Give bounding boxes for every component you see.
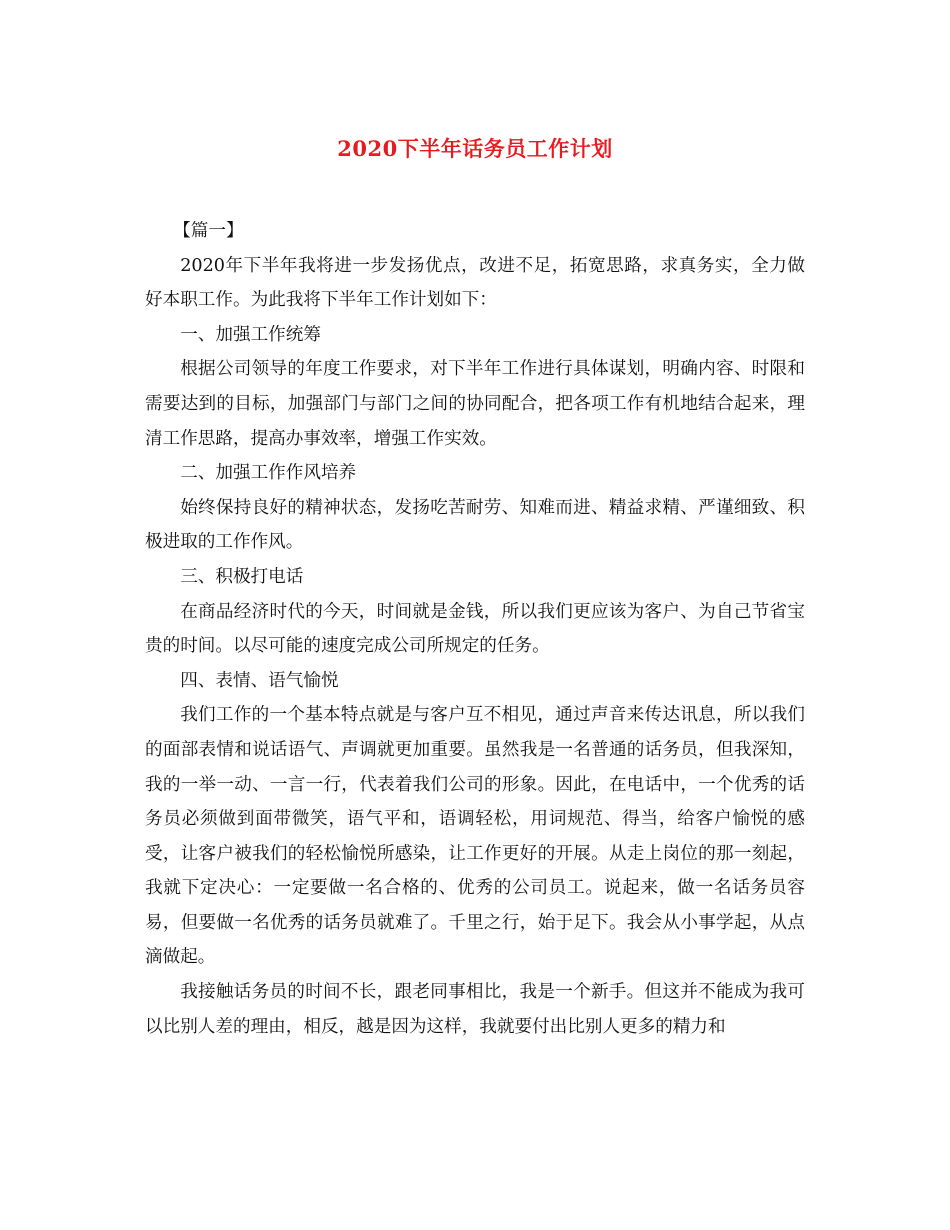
section-paragraph-1: 根据公司领导的年度工作要求，对下半年工作进行具体谋划，明确内容、时限和需要达到的目标，加强部门与部门之间的协同配合，把各项工作有机地结合起来，理清工作思路，提高办事效率，增强工作实效。 xyxy=(145,359,805,449)
section-paragraph-4: 我们工作的一个基本特点就是与客户互不相见，通过声音来传达讯息，所以我们的面部表情和说话语气、声调就更加重要。虽然我是一名普通的话务员，但我深知，我的一举一动、一言一行，代表着我们公司的形象。因此，在电话中，一个优秀的话务员必须做到面带微笑，语气平和，语调轻松，用词规范、得当，给客户愉悦的感受，让客户被我们的轻松愉悦所感染，让工作更好的开展。从走上岗位的那一刻起，我就下定决心：一定要做一名合格的、优秀的公司员工。说起来，做一名话务员容易，但要做一名优秀的话务员就难了。千里之行，始于足下。我会从小事学起，从点滴做起。 xyxy=(145,705,805,968)
document-body xyxy=(145,214,805,1044)
section-heading-1: 一、加强工作统筹 xyxy=(180,324,321,345)
section-heading-4: 四、表情、语气愉悦 xyxy=(180,670,339,691)
part-label: 【篇一】 xyxy=(173,221,244,241)
section-heading-2: 二、加强工作作风培养 xyxy=(180,463,357,484)
section-heading-3: 三、积极打电话 xyxy=(180,566,304,587)
section-paragraph-2: 始终保持良好的精神状态，发扬吃苦耐劳、知难而进、精益求精、严谨细致、积极进取的工作作风。 xyxy=(145,497,805,553)
intro-paragraph: 2020年下半年我将进一步发扬优点，改进不足，拓宽思路，求真务实，全力做好本职工作。为此我将下半年工作计划如下： xyxy=(145,255,805,311)
section-paragraph-3: 在商品经济时代的今天，时间就是金钱，所以我们更应该为客户、为自己节省宝贵的时间。以尽可能的速度完成公司所规定的任务。 xyxy=(145,601,805,657)
closing-paragraph: 我接触话务员的时间不长，跟老同事相比，我是一个新手。但这并不能成为我可以比别人差的理由，相反，越是因为这样，我就要付出比别人更多的精力和 xyxy=(145,982,805,1037)
document-title: 2020下半年话务员工作计划 xyxy=(337,136,613,161)
